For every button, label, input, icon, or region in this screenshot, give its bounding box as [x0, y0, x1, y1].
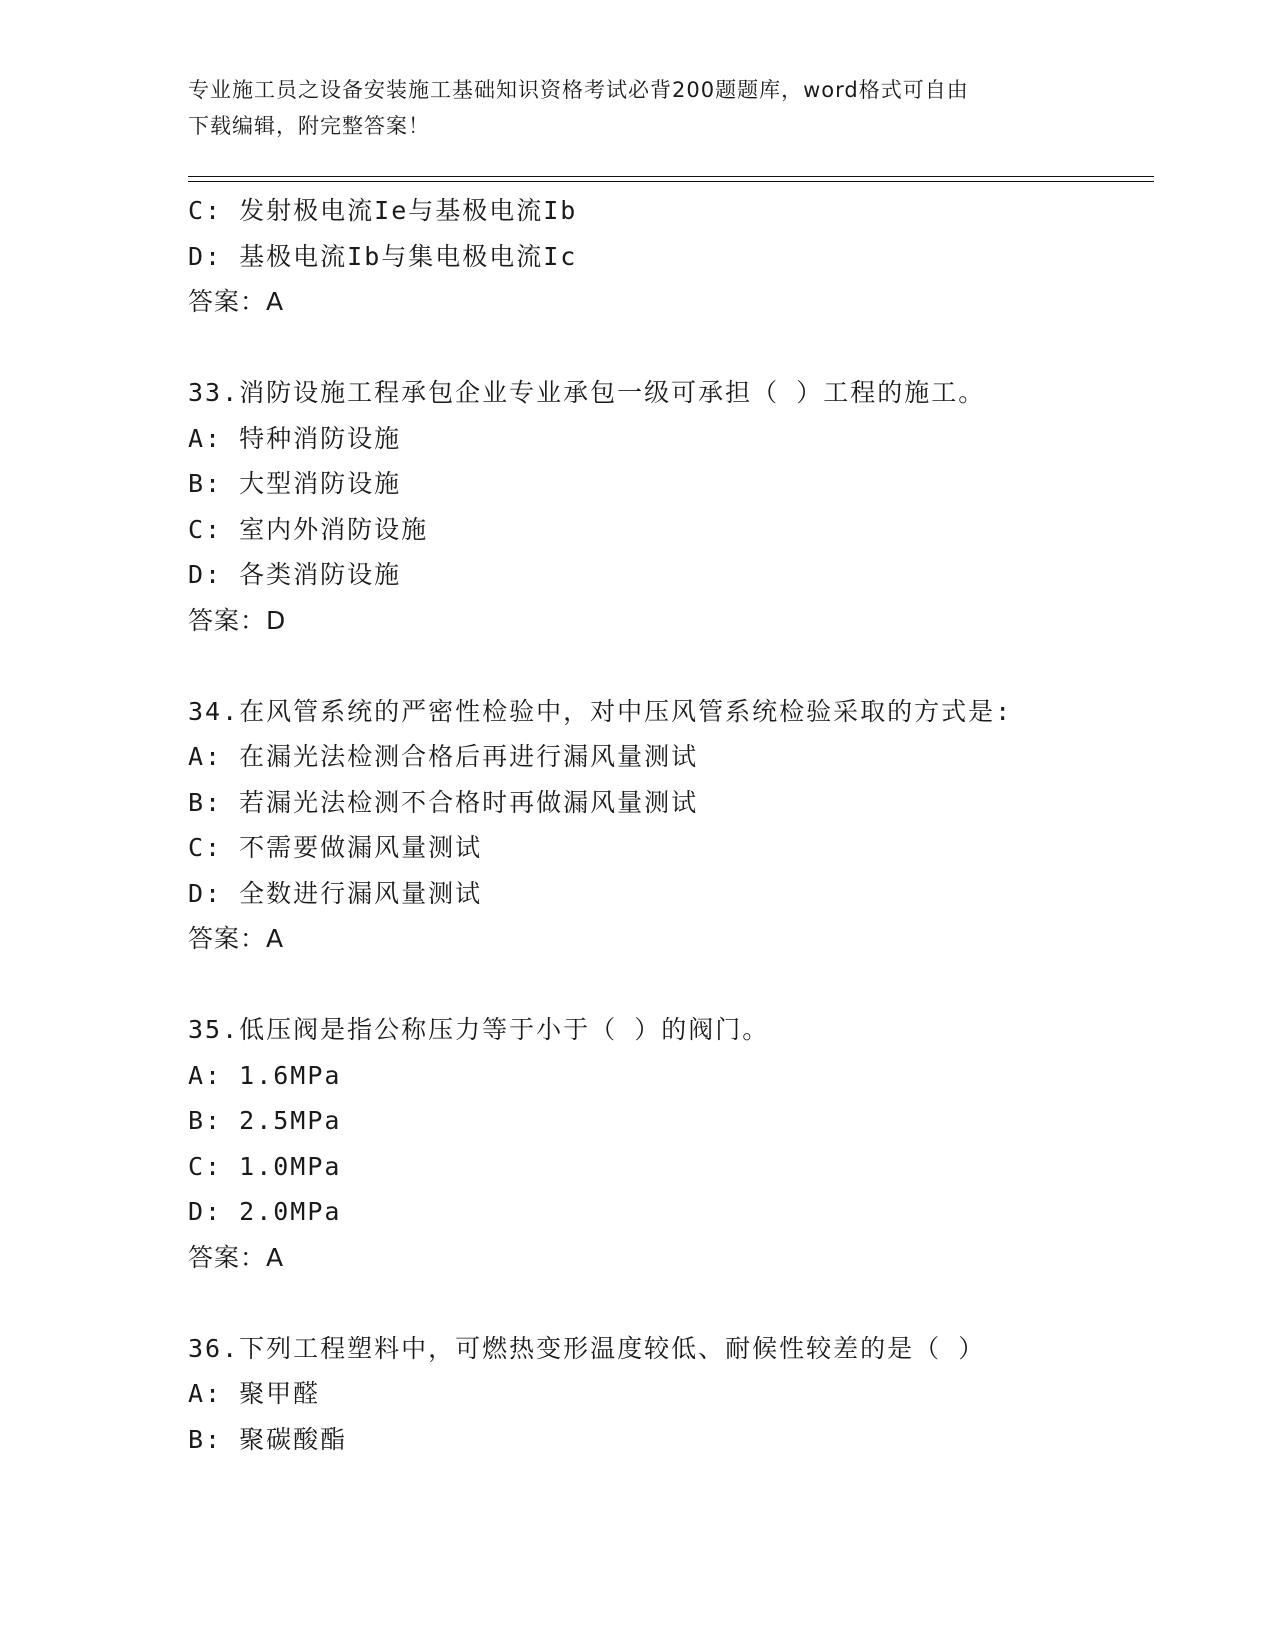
question-stem: 36.下列工程塑料中，可燃热变形温度较低、耐候性较差的是（ ） — [188, 1333, 986, 1363]
spacer — [188, 962, 1148, 1008]
option-line: A: 聚甲醛 — [188, 1379, 321, 1408]
question-block — [188, 370, 1148, 643]
header-divider-top — [188, 176, 1154, 177]
option-line: A: 特种消防设施 — [188, 423, 402, 453]
header-line-1: 专业施工员之设备安装施工基础知识资格考试必背200题题库，word格式可自由 — [188, 78, 969, 102]
option-line: B: 若漏光法检测不合格时再做漏风量测试 — [188, 787, 699, 817]
option-line: B: 聚碳酸酯 — [188, 1424, 348, 1454]
document-header — [188, 72, 1068, 144]
header-divider-bottom — [188, 181, 1154, 182]
spacer — [188, 643, 1148, 689]
question-stem: 34.在风管系统的严密性检验中，对中压风管系统检验采取的方式是: — [188, 696, 1013, 726]
option-line: A: 1.6MPa — [188, 1060, 342, 1090]
option-line: A: 在漏光法检测合格后再进行漏风量测试 — [188, 742, 699, 771]
option-line: C: 发射极电流Ie与基极电流Ib — [188, 196, 578, 225]
question-block — [188, 1007, 1148, 1280]
answer-line: 答案：A — [188, 1242, 285, 1272]
question-block — [188, 689, 1148, 962]
option-line: C: 室内外消防设施 — [188, 514, 429, 544]
option-line: B: 大型消防设施 — [188, 469, 402, 498]
option-line: D: 全数进行漏风量测试 — [188, 878, 483, 908]
header-line-2: 下载编辑，附完整答案！ — [188, 114, 430, 138]
option-line: D: 各类消防设施 — [188, 560, 402, 589]
question-stem: 35.低压阀是指公称压力等于小于（ ）的阀门。 — [188, 1015, 770, 1044]
spacer — [188, 1280, 1148, 1326]
spacer — [188, 325, 1148, 371]
question-list — [188, 188, 1148, 1462]
answer-line: 答案：D — [188, 605, 287, 635]
option-line: D: 基极电流Ib与集电极电流Ic — [188, 241, 578, 271]
question-block-prev — [188, 188, 1148, 325]
answer-line: 答案：A — [188, 287, 285, 316]
option-line: C: 1.0MPa — [188, 1151, 342, 1181]
option-line: B: 2.5MPa — [188, 1106, 342, 1135]
question-stem: 33.消防设施工程承包企业专业承包一级可承担（ ）工程的施工。 — [188, 378, 986, 407]
option-line: C: 不需要做漏风量测试 — [188, 833, 483, 862]
option-line: D: 2.0MPa — [188, 1197, 342, 1226]
question-block — [188, 1326, 1148, 1463]
answer-line: 答案：A — [188, 924, 285, 953]
